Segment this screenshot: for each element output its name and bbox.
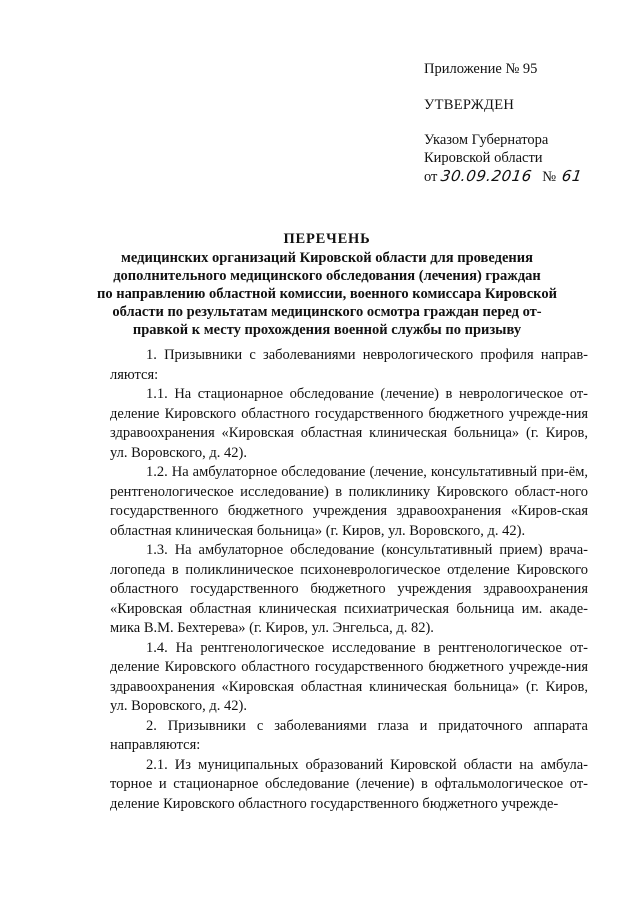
title-line: правкой к месту прохождения военной службы по призыву	[132, 322, 522, 338]
decree-line-2: Кировской области	[424, 150, 543, 166]
paragraph-1-1: 1.1. На стационарное обследование (лечение) в неврологическое от-деление Кировского областного государственного бюджетного учрежде-ния здравоохранения «Кировская областная клиническая больница» (г. Киров, ул. Воровского, д. 42).	[110, 386, 588, 461]
paragraph-2-1: 2.1. Из муниципальных образований Кировской области на амбула-торное и стационарное обследование (лечение) в офтальмологическое от-деление Кировского областного государственного бюджетного учрежде-	[110, 756, 588, 812]
number-label: №	[542, 169, 557, 185]
approval-block	[424, 60, 624, 186]
annex-number: Приложение № 95	[424, 61, 538, 77]
handwritten-number: 61	[560, 167, 584, 185]
paragraph-1-2: 1.2. На амбулаторное обследование (лечение, консультативный при-ём, рентгенологическое исследование) в поликлинику Кировского област-ного государственного бюджетного учреждения здравоохранения «Киров-ская областная клиническая больница» (г. Киров, ул. Воровского, д. 42).	[110, 464, 588, 539]
decree-date-line	[424, 167, 624, 186]
title-line: дополнительного медицинского обследования (лечения) граждан	[113, 268, 541, 284]
paragraph-2: 2. Призывники с заболеваниями глаза и придаточного аппарата направляются:	[110, 717, 588, 753]
document-body	[110, 346, 588, 814]
paragraph-1-4: 1.4. На рентгенологическое исследование в рентгенологическое от-деление Кировского областного государственного бюджетного учрежде-ния здравоохранения «Кировская областная клиническая больница» (г. Киров, ул. Воровского, д. 42).	[110, 639, 588, 714]
title-line: области по результатам медицинского осмотра граждан перед от-	[112, 304, 542, 320]
document-title	[86, 230, 568, 339]
date-prefix: от	[424, 169, 438, 185]
handwritten-date: 30.09.2016	[440, 167, 534, 185]
title-heading: ПЕРЕЧЕНЬ	[283, 231, 371, 247]
decree-line-1: Указом Губернатора	[424, 132, 549, 148]
paragraph-1-3: 1.3. На амбулаторное обследование (консультативный прием) врача-логопеда в поликлиническое психоневрологическое отделение Кировского областного государственного бюджетного учреждения здравоохранения «Кировская областная клиническая психиатрическая больница им. акаде-мика В.М. Бехтерева» (г. Киров, ул. Энгельса, д. 82).	[110, 542, 588, 636]
decree-reference	[424, 131, 624, 186]
title-line: медицинских организаций Кировской области для проведения	[121, 250, 533, 266]
approved-stamp-text: УТВЕРЖДЕН	[424, 97, 515, 113]
title-line: по направлению областной комиссии, военного комиссара Кировской	[97, 286, 557, 302]
paragraph-1: 1. Призывники с заболеваниями неврологического профиля направ-ляются:	[110, 347, 588, 383]
